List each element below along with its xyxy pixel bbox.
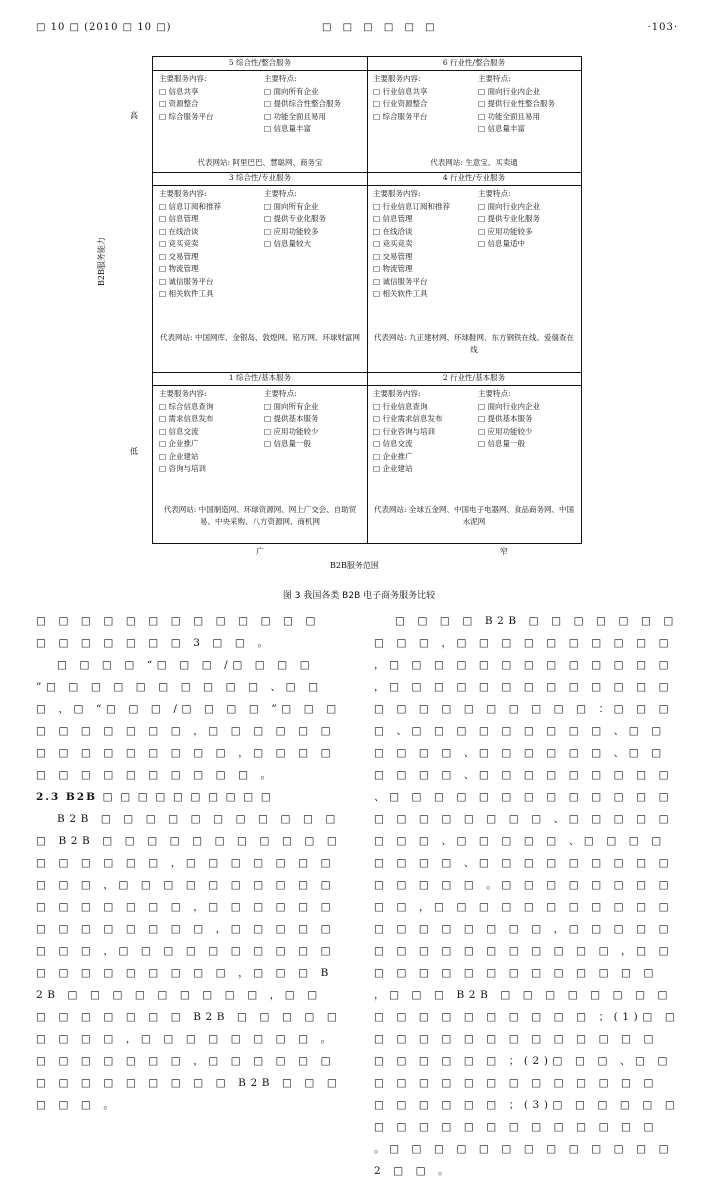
content-heading: 主要服务内容: — [159, 74, 207, 83]
content-item: □ 诚信服务平台 — [159, 276, 256, 289]
content-item: □ 综合服务平台 — [159, 111, 256, 124]
cell-columns — [373, 188, 575, 301]
content-item: □ 在线洽谈 — [373, 226, 470, 239]
content-item: □ 信息管理 — [159, 213, 256, 226]
content-heading: 主要服务内容: — [373, 74, 421, 83]
feature-item: □ 提供基本服务 — [264, 413, 361, 426]
content-item: □ 资源整合 — [159, 98, 256, 111]
service-content-list — [373, 188, 470, 301]
content-item: □ 行业咨询与培训 — [373, 426, 470, 439]
feature-heading: 主要特点: — [478, 74, 511, 83]
cell-columns — [159, 388, 361, 476]
feature-item: □ 提供行业性整合服务 — [478, 98, 575, 111]
feature-item: □ 提供专业化服务 — [264, 213, 361, 226]
matrix-cell — [153, 57, 367, 172]
feature-item: □ 面向所有企业 — [264, 86, 361, 99]
feature-heading: 主要特点: — [478, 189, 511, 198]
page-number: ·103· — [647, 22, 678, 33]
content-item: □ 交易管理 — [159, 251, 256, 264]
feature-item: □ 面向行业内企业 — [478, 201, 575, 214]
service-content-list — [159, 188, 256, 301]
feature-item: □ 应用功能较少 — [478, 426, 575, 439]
feature-item: □ 应用功能较多 — [478, 226, 575, 239]
content-item: □ 综合服务平台 — [373, 111, 470, 124]
cell-columns — [159, 188, 361, 301]
feature-list — [264, 73, 361, 136]
y-axis-high: 高 — [130, 111, 138, 120]
matrix-cell — [367, 57, 581, 172]
content-item: □ 信息管理 — [373, 213, 470, 226]
content-item: □ 相关软件工具 — [373, 288, 470, 301]
feature-item: □ 信息量较大 — [264, 238, 361, 251]
content-item: □ 物流管理 — [373, 263, 470, 276]
content-heading: 主要服务内容: — [373, 189, 421, 198]
representative-sites: 代表网站: 生意宝、买卖通 — [430, 158, 518, 167]
representative-sites: 代表网站: 全球五金网、中国电子电器网、食品商务网、中国水泥网 — [374, 505, 574, 526]
content-item: □ 物流管理 — [159, 263, 256, 276]
feature-heading: 主要特点: — [264, 189, 297, 198]
running-header-title: □ □ □ □ □ □ — [322, 22, 439, 33]
content-item: □ 咨询与培训 — [159, 463, 256, 476]
content-item: □ 信息交流 — [159, 426, 256, 439]
feature-item: □ 功能全面且易用 — [264, 111, 361, 124]
representative-sites: 代表网站: 中国网库、金银岛、敦煌网、铭万网、环球财富网 — [160, 333, 360, 342]
content-item: □ 竞买竞卖 — [159, 238, 256, 251]
y-axis-label: B2B服务能力 — [97, 237, 106, 286]
cell-title: 1 综合性/基本服务 — [153, 372, 367, 386]
content-item: □ 企业建站 — [159, 451, 256, 464]
service-content-list — [159, 388, 256, 476]
paragraph: □ □ □ □ “□ □ □ /□ □ □ □ ”□ □ □ □ □ □ □ □ □ □ 、□ □ □ ，□ “□ □ □ /□ □ □ □ ”□ □ □ □ □ □ □ □ □ □ ，□ □ □ □ □ □ □ □ □ □ □ □ □ □ □ ，□ □ □ □ □ □ □ □ □ □ □ □ □ □ 。 — [36, 659, 341, 781]
content-item: □ 企业建站 — [373, 463, 470, 476]
y-axis-low: 低 — [130, 447, 138, 456]
matrix-cell — [367, 172, 581, 372]
content-item: □ 竞买竞卖 — [373, 238, 470, 251]
content-item: □ 行业需求信息发布 — [373, 413, 470, 426]
cell-title: 5 综合性/整合服务 — [153, 57, 367, 71]
b2b-comparison-matrix — [152, 56, 582, 544]
cell-columns — [159, 73, 361, 136]
feature-item: □ 信息量一般 — [264, 438, 361, 451]
content-heading: 主要服务内容: — [373, 389, 421, 398]
service-content-list — [373, 388, 470, 476]
feature-item: □ 信息量适中 — [478, 238, 575, 251]
content-item: □ 信息交流 — [373, 438, 470, 451]
content-item: □ 相关软件工具 — [159, 288, 256, 301]
cell-title: 6 行业性/整合服务 — [367, 57, 581, 71]
feature-item: □ 面向行业内企业 — [478, 401, 575, 414]
representative-sites: 代表网站: 九正建材网、环球鞋网、东方钢铁在线、爱僖查在线 — [374, 333, 574, 354]
feature-item: □ 面向所有企业 — [264, 201, 361, 214]
content-item: □ 企业推广 — [159, 438, 256, 451]
service-content-list — [159, 73, 256, 136]
matrix-cell — [153, 172, 367, 372]
content-item: □ 行业资源整合 — [373, 98, 470, 111]
x-axis-narrow: 窄 — [500, 547, 508, 556]
feature-heading: 主要特点: — [478, 389, 511, 398]
content-item: □ 需求信息发布 — [159, 413, 256, 426]
content-item: □ 信息订阅和推荐 — [159, 201, 256, 214]
x-axis-wide: 广 — [256, 547, 264, 556]
feature-item: □ 提供综合性整合服务 — [264, 98, 361, 111]
content-item: □ 在线洽谈 — [159, 226, 256, 239]
feature-list — [264, 188, 361, 301]
feature-item: □ 提供专业化服务 — [478, 213, 575, 226]
service-content-list — [373, 73, 470, 136]
paragraph: B2B □ □ □ □ □ □ □ □ □ □ □ □ B2B □ □ □ □ □ □ □ □ □ □ □ □ □ □ □ □ □ ，□ □ □ □ □ □ □ □ □ □ ，□ □ □ □ □ □ □ □ □ □ □ □ □ □ □ □ □ ，□ □ □ □ □ □ □ □ □ □ □ □ □ □ ，□ □ □ □ □ □ □ □ ，□ □ □ □ □ □ □ □ □ □ □ □ □ □ □ □ □ □ □ ，□ □ □ B2B □ □ □ □ □ □ □ □ □ ，□ □ □ □ □ □ □ □ □ B2B □ □ □ □ □ □ □ □ □ ，□ □ □ □ □ □ □ □ 。□ □ □ □ □ □ □ ，□ □ □ □ □ □ □ □ □ □ □ □ □ □ □ B2B □ □ □ □ □ □ 。 — [36, 813, 342, 1111]
feature-item: □ 应用功能较少 — [264, 426, 361, 439]
cell-title: 3 综合性/专业服务 — [153, 172, 367, 186]
content-item: □ 诚信服务平台 — [373, 276, 470, 289]
section-heading: 2.3 B2B □ □ □ □ □ □ □ □ □ □ — [36, 791, 273, 803]
feature-item: □ 信息量丰富 — [478, 123, 575, 136]
content-item: □ 信息共享 — [159, 86, 256, 99]
content-item: □ 行业信息查询 — [373, 401, 470, 414]
content-item: □ 综合信息查询 — [159, 401, 256, 414]
feature-item: □ 信息量丰富 — [264, 123, 361, 136]
content-item: □ 行业信息共享 — [373, 86, 470, 99]
body-column-right — [374, 610, 680, 1182]
content-item: □ 企业推广 — [373, 451, 470, 464]
feature-item: □ 应用功能较多 — [264, 226, 361, 239]
matrix-cell — [367, 372, 581, 543]
paragraph: □ □ □ □ □ □ □ □ □ □ □ □ □ □ □ □ □ □ □ □ 3 □ □ 。 — [36, 615, 321, 649]
feature-heading: 主要特点: — [264, 74, 297, 83]
feature-list — [478, 73, 575, 136]
figure-caption: 图 3 我国各类 B2B 电子商务服务比较 — [282, 591, 436, 601]
cell-title: 2 行业性/基本服务 — [367, 372, 581, 386]
paragraph: □ □ □ □ B2B □ □ □ □ □ □ □ □ □ □ ，□ □ □ □ □ □ □ □ □ □ ，□ □ □ □ □ □ □ □ □ □ □ □ □ ，□ □ □ □ □ □ □ □ □ □ □ □ □ □ □ □ □ □ □ □ □ □ □ ：□ □ □ □ 、□ □ □ □ □ □ □ □ □ 、□ □ □ □ □ □ 、□ □ □ □ □ □ 、□ □ □ □ □ □ 、□ □ □ □ □ □ □ □ □ 、□ □ □ □ □ □ □ □ □ □ □ □ □ □ □ □ □ □ □ □ □ 、□ □ □ □ □ □ □ □ 、□ □ □ □ □ 、□ □ □ □ □ □ □ □ 、□ □ □ □ □ □ □ □ □ □ □ □ □ □ 。□ □ □ □ □ □ □ □ □ □ ，□ □ □ □ □ □ □ □ □ □ □ □ □ □ □ □ □ □ □ ，□ □ □ □ □ □ □ □ □ □ □ □ □ □ □ □ ，□ □ □ □ □ □ □ □ □ □ □ □ □ □ □ ，□ □ □ B2B □ □ □ □ □ □ □ □ □ □ □ □ □ □ □ □ □ □ ；(1)□ □ □ □ □ □ □ □ □ □ □ □ □ □ □ □ □ □ □ □ □ ；(2)□ □ □ 、□ □ □ □ □ □ □ □ □ □ □ □ □ □ □ □ □ □ □ □ □ ；(3)□ □ □ □ □ □ □ □ □ □ □ □ □ □ □ □ □ □ □ 。□ □ □ □ □ □ □ □ □ □ □ □ □ 2 □ □ 。 — [374, 615, 680, 1177]
content-heading: 主要服务内容: — [159, 189, 207, 198]
content-item: □ 交易管理 — [373, 251, 470, 264]
feature-list — [264, 388, 361, 476]
x-axis-label: B2B服务范围 — [330, 561, 379, 570]
representative-sites: 代表网站: 中国制造网、环球资源网、网上广交会、自助贸易、中央采购、八方资源网、商机网 — [163, 505, 357, 526]
cell-columns — [373, 73, 575, 136]
feature-item: □ 功能全面且易用 — [478, 111, 575, 124]
content-heading: 主要服务内容: — [159, 389, 207, 398]
feature-list — [478, 188, 575, 301]
content-item: □ 行业信息订阅和推荐 — [373, 201, 470, 214]
running-header-left: □ 10 □ (2010 □ 10 □) — [36, 22, 172, 33]
feature-item: □ 面向行业内企业 — [478, 86, 575, 99]
representative-sites: 代表网站: 阿里巴巴、慧聪网、商务宝 — [197, 158, 323, 167]
cell-title: 4 行业性/专业服务 — [367, 172, 581, 186]
matrix-cell — [153, 372, 367, 543]
feature-item: □ 面向所有企业 — [264, 401, 361, 414]
cell-columns — [373, 388, 575, 476]
feature-item: □ 信息量一般 — [478, 438, 575, 451]
feature-item: □ 提供基本服务 — [478, 413, 575, 426]
feature-list — [478, 388, 575, 476]
feature-heading: 主要特点: — [264, 389, 297, 398]
body-column-left — [36, 610, 342, 1116]
